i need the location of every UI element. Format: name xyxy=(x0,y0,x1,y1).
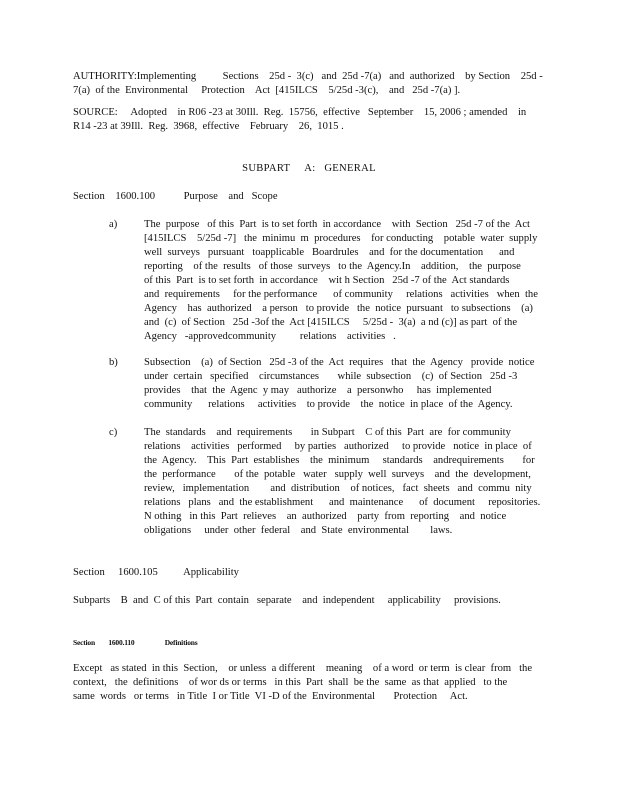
text-line: and requirements for the performance of community relations activities when the xyxy=(144,289,538,300)
subsection-marker: a) xyxy=(109,219,118,230)
section-heading-1600-110 xyxy=(73,636,198,650)
text-line: well surveys pursuant toapplicable Boardrules and for the documentation and xyxy=(144,247,515,258)
text-line: N othing in this Part relieves an authorized party from reporting and notice xyxy=(144,511,507,522)
section-number: Section 1600.110 xyxy=(73,638,135,647)
text-line: and (c) of Section 25d -3of the Act [415ILCS 5/25d - 3(a) a nd (c)] as part of the xyxy=(144,317,518,328)
text-line: provides that the Agenc y may authorize a personwho has implemented xyxy=(144,385,492,396)
text-line: the Agency. This Part establishes the minimum standards andrequirements for xyxy=(144,455,535,466)
text-line: same words or terms in Title I or Title VI -D of the Environmental Protection Act. xyxy=(73,691,468,702)
source-line: R14 -23 at 39Ill. Reg. 3968, effective February 26, 1015 . xyxy=(73,121,344,132)
definitions-paragraph xyxy=(73,662,535,704)
authority-note xyxy=(73,70,543,98)
section-title: Definitions xyxy=(164,638,198,647)
subsection-body xyxy=(144,426,540,538)
text-line: Except as stated in this Section, or unless a different meaning of a word or term is clear from the xyxy=(73,663,533,674)
subsection-marker: b) xyxy=(109,357,118,368)
text-line: review, implementation and distribution of notices, fact sheets and commu nity xyxy=(144,483,532,494)
text-line: Agency has authorized a person to provide the notice pursuant to subsections (a) xyxy=(144,303,533,314)
text-line: [415ILCS 5/25d -7] the minimu m procedures for conducting potable water supply xyxy=(144,233,538,244)
text-line: The standards and requirements in Subpart C of this Part are for community xyxy=(144,427,511,438)
text-line: Agency -approvedcommunity relations activities . xyxy=(144,331,396,342)
text-line: The purpose of this Part is to set forth in accordance with Section 25d -7 of the Act xyxy=(144,219,530,230)
text-line: of this Part is to set forth in accordance wit h Section 25d -7 of the Act standards xyxy=(144,275,510,286)
text-line: the performance of the potable water supply well surveys and the development, xyxy=(144,469,531,480)
text-line: Subsection (a) of Section 25d -3 of the Act requires that the Agency provide notice xyxy=(144,357,535,368)
text-line: Subparts B and C of this Part contain separate and independent applicability provisions. xyxy=(73,595,501,606)
section-title: Purpose and Scope xyxy=(183,191,278,202)
applicability-paragraph xyxy=(73,594,535,608)
source-note xyxy=(73,106,535,134)
section-heading-1600-105 xyxy=(73,566,239,580)
source-line: SOURCE: Adopted in R06 -23 at 30Ill. Reg. 15756, effective September 15, 2006 ; amended in xyxy=(73,107,527,118)
authority-line: AUTHORITY:Implementing Sections 25d - 3(c) and 25d -7(a) and authorized by Section 25d - xyxy=(73,71,543,82)
section-number: Section 1600.105 xyxy=(73,567,158,578)
text-line: under certain specified circumstances while subsection (c) of Section 25d -3 xyxy=(144,371,518,382)
section-title: Applicability xyxy=(183,567,239,578)
authority-line: 7(a) of the Environmental Protection Act [415ILCS 5/25d -3(c), and 25d -7(a) ]. xyxy=(73,85,461,96)
section-number: Section 1600.100 xyxy=(73,191,156,202)
text-line: relations activities performed by parties authorized to provide notice in place of xyxy=(144,441,532,452)
subsection-marker: c) xyxy=(109,427,118,438)
text-line: community relations activities to provide the notice in place of the Agency. xyxy=(144,399,513,410)
subsection-body xyxy=(144,218,540,344)
text-line: obligations under other federal and State environmental laws. xyxy=(144,525,453,536)
subsection-body xyxy=(144,356,540,412)
text-line: relations plans and the establishment and maintenance of document repositories. xyxy=(144,497,541,508)
text-line: context, the definitions of wor ds or terms in this Part shall be the same as that applied to the xyxy=(73,677,508,688)
section-heading-1600-100 xyxy=(73,190,278,204)
subpart-heading: SUBPART A: GENERAL xyxy=(242,163,376,174)
text-line: reporting of the results of those surveys to the Agency.In addition, the purpose xyxy=(144,261,521,272)
